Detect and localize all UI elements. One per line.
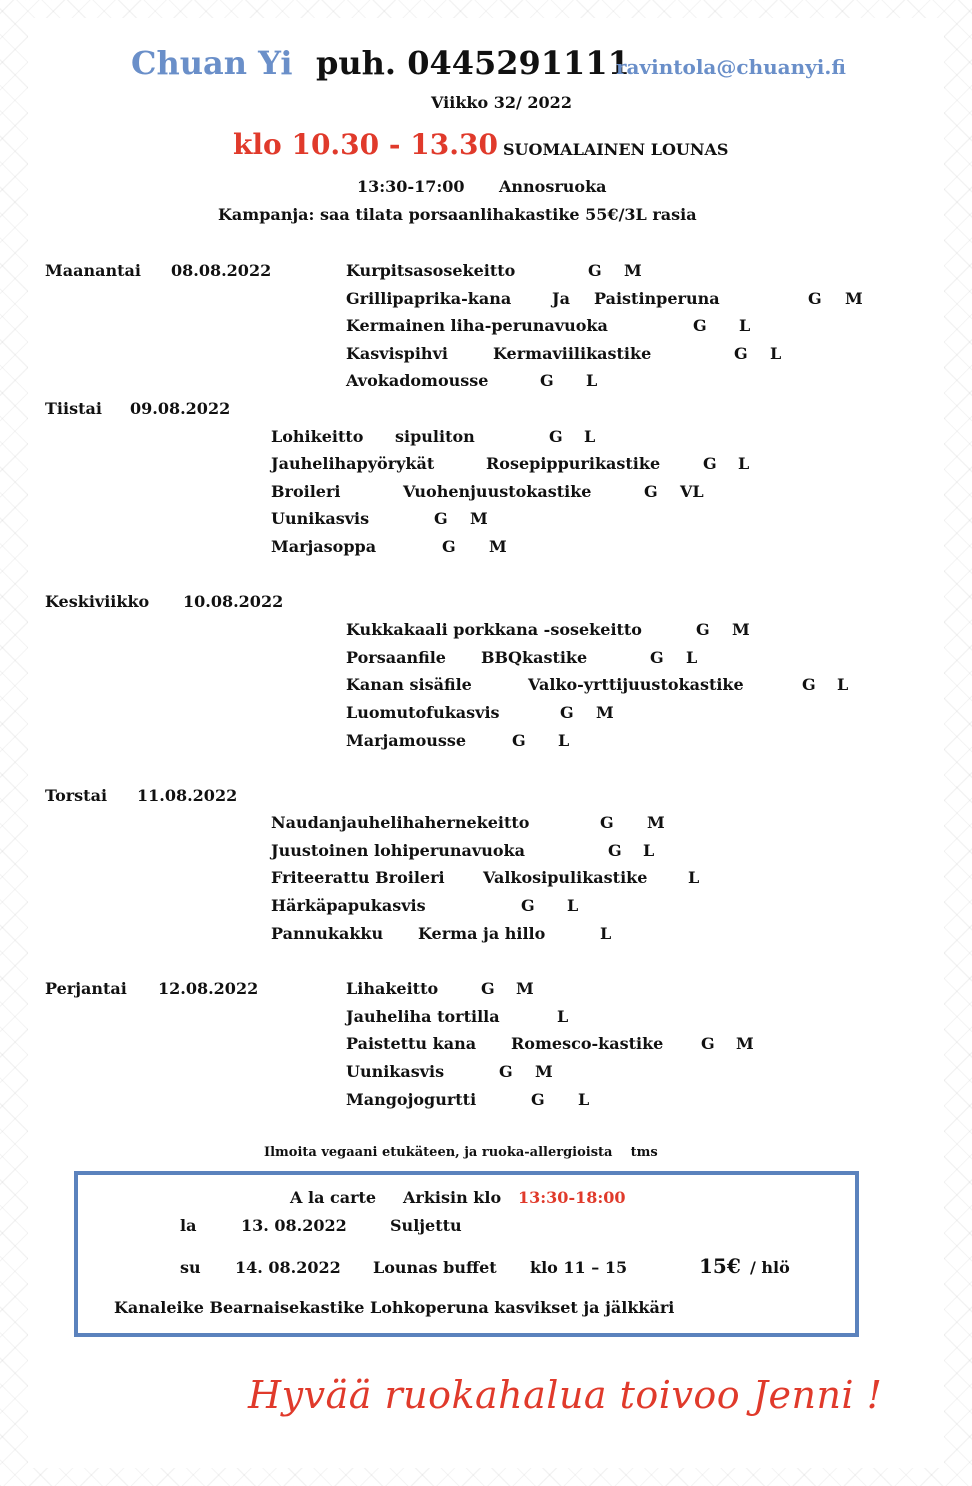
dish-name: Uunikasvis bbox=[271, 509, 370, 528]
diet-tag: M bbox=[845, 289, 863, 308]
diet-tag: G bbox=[560, 703, 574, 722]
sun-event: Lounas buffet bbox=[373, 1258, 497, 1277]
sat-day: la bbox=[180, 1216, 197, 1235]
diet-tag: M bbox=[489, 537, 507, 556]
diet-tag: M bbox=[596, 703, 614, 722]
dish-name: Porsaanfile bbox=[346, 648, 446, 667]
diet-tag: M bbox=[624, 261, 642, 280]
dish-name: Avokadomousse bbox=[346, 371, 489, 390]
dish-name: Broileri bbox=[271, 482, 341, 501]
lunch-title: SUOMALAINEN LOUNAS bbox=[503, 140, 729, 159]
buffet-menu: Kanaleike Bearnaisekastike Lohkoperuna kasvikset ja jälkkäri bbox=[114, 1298, 675, 1317]
dish-name: Grillipaprika-kana bbox=[346, 289, 512, 308]
diet-tag: G bbox=[802, 675, 816, 694]
diet-tag: G bbox=[696, 620, 710, 639]
dish-name: Marjamousse bbox=[346, 731, 467, 750]
diet-tag: G bbox=[600, 813, 614, 832]
diet-tag: G bbox=[499, 1062, 513, 1081]
dish-name: Friteerattu Broileri bbox=[271, 868, 445, 887]
allergy-note: Ilmoita vegaani etukäteen, ja ruoka-allergioista tms bbox=[264, 1145, 658, 1160]
dish-side: Romesco-kastike bbox=[511, 1034, 664, 1053]
dish-side: Kermaviilikastike bbox=[493, 344, 652, 363]
dish-name: Kermainen liha-perunavuoka bbox=[346, 316, 608, 335]
diet-tag: L bbox=[584, 427, 596, 446]
dish-side: Rosepippurikastike bbox=[486, 454, 661, 473]
day-name: Torstai bbox=[45, 786, 108, 805]
diet-tag: L bbox=[688, 868, 700, 887]
dish-name: Kukkakaali porkkana -sosekeitto bbox=[346, 620, 642, 639]
diet-tag: L bbox=[578, 1090, 590, 1109]
alacarte-weekday-hours: 13:30-18:00 bbox=[518, 1188, 626, 1207]
dish-connector: Ja bbox=[552, 289, 570, 308]
diet-tag: L bbox=[770, 344, 782, 363]
day-name: Keskiviikko bbox=[45, 592, 150, 611]
diet-tag: M bbox=[516, 979, 534, 998]
diet-tag: L bbox=[558, 731, 570, 750]
diet-tag: L bbox=[567, 896, 579, 915]
dish-name: Lohikeitto bbox=[271, 427, 364, 446]
dish-name: Pannukakku bbox=[271, 924, 384, 943]
diet-tag: M bbox=[732, 620, 750, 639]
diet-tag: L bbox=[686, 648, 698, 667]
diet-tag: G bbox=[644, 482, 658, 501]
dish-name: Härkäpapukasvis bbox=[271, 896, 426, 915]
diet-tag: G bbox=[521, 896, 535, 915]
sun-day: su bbox=[180, 1258, 201, 1277]
day-date: 10.08.2022 bbox=[183, 592, 284, 611]
dish-name: Naudanjauhelihahernekeitto bbox=[271, 813, 530, 832]
diet-tag: M bbox=[470, 509, 488, 528]
diet-tag: G bbox=[703, 454, 717, 473]
diet-tag: L bbox=[643, 841, 655, 860]
dish-side: Valko-yrttijuustokastike bbox=[528, 675, 744, 694]
lunch-hours: klo 10.30 - 13.30 bbox=[233, 128, 498, 161]
diet-tag: G bbox=[734, 344, 748, 363]
day-date: 11.08.2022 bbox=[137, 786, 238, 805]
dish-side: Kerma ja hillo bbox=[418, 924, 546, 943]
dish-name: Jauhelihapyörykät bbox=[271, 454, 435, 473]
dish-name: Paistettu kana bbox=[346, 1034, 477, 1053]
diet-tag: L bbox=[739, 316, 751, 335]
dish-name: Kanan sisäfile bbox=[346, 675, 472, 694]
diet-tag: VL bbox=[680, 482, 704, 501]
dish-name: Luomutofukasvis bbox=[346, 703, 500, 722]
diet-tag: L bbox=[557, 1007, 569, 1026]
day-date: 12.08.2022 bbox=[158, 979, 259, 998]
diet-tag: M bbox=[647, 813, 665, 832]
dish-name: Juustoinen lohiperunavuoka bbox=[271, 841, 525, 860]
dish-name: Uunikasvis bbox=[346, 1062, 445, 1081]
dish-side: Valkosipulikastike bbox=[483, 868, 648, 887]
diet-tag: G bbox=[588, 261, 602, 280]
diet-tag: L bbox=[586, 371, 598, 390]
diet-tag: L bbox=[738, 454, 750, 473]
diet-tag: G bbox=[608, 841, 622, 860]
phone-number: puh. 0445291111 bbox=[316, 44, 630, 82]
email-address: ravintola@chuanyi.fi bbox=[616, 55, 846, 79]
portion-hours: 13:30-17:00 bbox=[357, 177, 465, 196]
dish-name: Kasvispihvi bbox=[346, 344, 448, 363]
alacarte-title: A la carte bbox=[290, 1188, 377, 1207]
diet-tag: G bbox=[549, 427, 563, 446]
diet-tag: G bbox=[540, 371, 554, 390]
day-date: 08.08.2022 bbox=[171, 261, 272, 280]
week-label: Viikko 32/ 2022 bbox=[431, 93, 572, 112]
dish-side: Paistinperuna bbox=[594, 289, 720, 308]
sat-status: Suljettu bbox=[390, 1216, 462, 1235]
diet-tag: M bbox=[535, 1062, 553, 1081]
diet-tag: G bbox=[512, 731, 526, 750]
diet-tag: L bbox=[837, 675, 849, 694]
dish-side: sipuliton bbox=[395, 427, 475, 446]
dish-side: Vuohenjuustokastike bbox=[403, 482, 592, 501]
day-name: Perjantai bbox=[45, 979, 127, 998]
diet-tag: G bbox=[481, 979, 495, 998]
diet-tag: G bbox=[650, 648, 664, 667]
sun-price: 15€ bbox=[699, 1254, 741, 1278]
dish-name: Kurpitsasosekeitto bbox=[346, 261, 516, 280]
day-date: 09.08.2022 bbox=[130, 399, 231, 418]
diet-tag: G bbox=[808, 289, 822, 308]
diet-tag: L bbox=[600, 924, 612, 943]
dish-name: Marjasoppa bbox=[271, 537, 377, 556]
alacarte-weekday-label: Arkisin klo bbox=[403, 1188, 502, 1207]
day-name: Tiistai bbox=[45, 399, 102, 418]
restaurant-name: Chuan Yi bbox=[131, 44, 293, 82]
portion-label: Annosruoka bbox=[499, 177, 607, 196]
diet-tag: G bbox=[531, 1090, 545, 1109]
sun-hours: klo 11 – 15 bbox=[530, 1258, 628, 1277]
dish-name: Jauheliha tortilla bbox=[346, 1007, 500, 1026]
diet-tag: G bbox=[701, 1034, 715, 1053]
day-name: Maanantai bbox=[45, 261, 141, 280]
sat-date: 13. 08.2022 bbox=[241, 1216, 347, 1235]
sun-price-per: / hlö bbox=[750, 1258, 790, 1277]
diet-tag: G bbox=[434, 509, 448, 528]
diet-tag: G bbox=[693, 316, 707, 335]
diet-tag: M bbox=[736, 1034, 754, 1053]
dish-side: BBQkastike bbox=[481, 648, 588, 667]
dish-name: Mangojogurtti bbox=[346, 1090, 477, 1109]
diet-tag: G bbox=[442, 537, 456, 556]
dish-name: Lihakeitto bbox=[346, 979, 439, 998]
sun-date: 14. 08.2022 bbox=[235, 1258, 341, 1277]
signature: Hyvää ruokahalua toivoo Jenni ! bbox=[248, 1373, 883, 1417]
campaign-text: Kampanja: saa tilata porsaanlihakastike 55€/3L rasia bbox=[218, 205, 697, 224]
